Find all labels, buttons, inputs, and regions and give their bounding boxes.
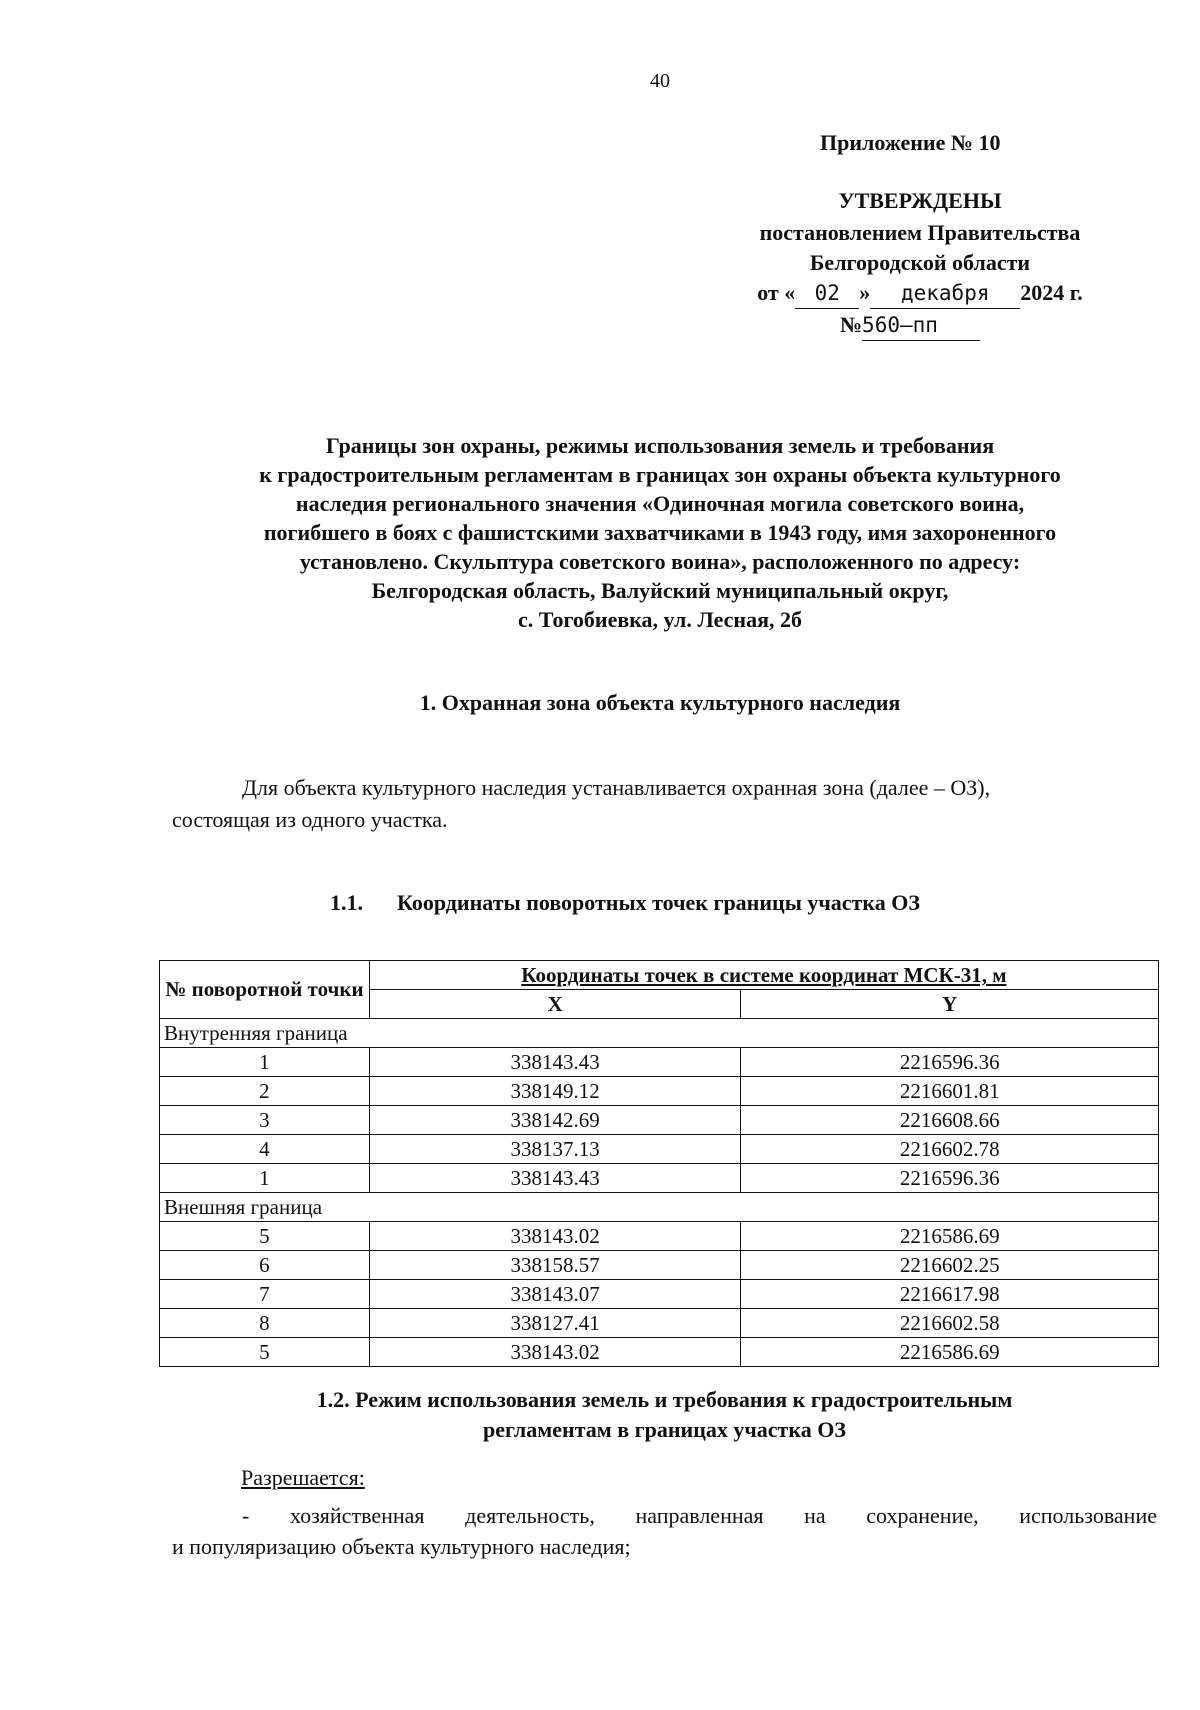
cell-x: 338127.41 bbox=[369, 1309, 741, 1338]
section1-heading: 1. Охранная зона объекта культурного наследия bbox=[419, 690, 901, 715]
cell-x: 338143.02 bbox=[369, 1222, 741, 1251]
title-line: Границы зон охраны, режимы использования земель и требования bbox=[325, 433, 995, 458]
appendix-label: Приложение № 10 bbox=[820, 130, 1001, 155]
table-row bbox=[160, 1164, 1159, 1193]
table-row bbox=[160, 1106, 1159, 1135]
table-row bbox=[160, 1135, 1159, 1164]
col-y-header: Y bbox=[741, 990, 1159, 1019]
cell-point: 3 bbox=[160, 1106, 370, 1135]
table-row bbox=[160, 1251, 1159, 1280]
date-day: 02 bbox=[814, 281, 840, 305]
table-row bbox=[160, 1222, 1159, 1251]
col-point-header: № поворотной точки bbox=[160, 961, 370, 1019]
page-number: 40 bbox=[650, 70, 670, 92]
section1-para-line2: состоящая из одного участка. bbox=[172, 807, 448, 832]
cell-point: 7 bbox=[160, 1280, 370, 1309]
cell-y: 2216602.25 bbox=[741, 1251, 1159, 1280]
table-row bbox=[160, 1338, 1159, 1367]
section11-number: 1.1. bbox=[330, 890, 363, 915]
cell-point: 6 bbox=[160, 1251, 370, 1280]
approval-number bbox=[690, 310, 1130, 341]
col-coords-header: Координаты точек в системе координат МСК-31, м bbox=[369, 961, 1158, 990]
cell-y: 2216601.81 bbox=[741, 1077, 1159, 1106]
section12-heading-line2: регламентам в границах участка ОЗ bbox=[483, 1417, 846, 1442]
table-row bbox=[160, 1280, 1159, 1309]
number-prefix: № bbox=[839, 312, 863, 337]
cell-y: 2216586.69 bbox=[741, 1338, 1159, 1367]
cell-point: 5 bbox=[160, 1222, 370, 1251]
section11-title: Координаты поворотных точек границы участка ОЗ bbox=[397, 890, 920, 915]
cell-y: 2216586.69 bbox=[741, 1222, 1159, 1251]
table-row bbox=[160, 1309, 1159, 1338]
date-mid: » bbox=[859, 280, 871, 305]
cell-point: 4 bbox=[160, 1135, 370, 1164]
cell-y: 2216596.36 bbox=[741, 1164, 1159, 1193]
approved-heading: УТВЕРЖДЕНЫ bbox=[838, 188, 1002, 213]
cell-y: 2216602.78 bbox=[741, 1135, 1159, 1164]
cell-point: 2 bbox=[160, 1077, 370, 1106]
cell-y: 2216602.58 bbox=[741, 1309, 1159, 1338]
cell-point: 8 bbox=[160, 1309, 370, 1338]
group-row-outer: Внешняя граница bbox=[160, 1193, 1159, 1222]
cell-y: 2216608.66 bbox=[741, 1106, 1159, 1135]
approval-date bbox=[700, 278, 1140, 309]
section12-heading-line1: 1.2. Режим использования земель и требования к градостроительным bbox=[316, 1387, 1013, 1412]
bullet-line2: и популяризацию объекта культурного наследия; bbox=[172, 1534, 631, 1559]
allowed-bullet bbox=[172, 1500, 1157, 1562]
bullet-line1: - хозяйственная деятельность, направленная на сохранение, использование bbox=[242, 1503, 1157, 1528]
number-value: 560–пп bbox=[862, 313, 938, 337]
cell-x: 338137.13 bbox=[369, 1135, 741, 1164]
cell-x: 338143.07 bbox=[369, 1280, 741, 1309]
title-line: с. Тогобиевка, ул. Лесная, 2б bbox=[518, 607, 802, 632]
title-line: Белгородская область, Валуйский муниципальный округ, bbox=[371, 578, 949, 603]
title-line: наследия регионального значения «Одиночная могила советского воина, bbox=[295, 491, 1025, 516]
cell-x: 338143.43 bbox=[369, 1164, 741, 1193]
approval-line2: Белгородской области bbox=[809, 250, 1031, 275]
section1-para-line1: Для объекта культурного наследия устанавливается охранная зона (далее – ОЗ), bbox=[242, 775, 991, 800]
title-line: к градостроительным регламентам в границах зон охраны объекта культурного bbox=[259, 462, 1061, 487]
cell-y: 2216617.98 bbox=[741, 1280, 1159, 1309]
table-row bbox=[160, 1048, 1159, 1077]
section12-heading bbox=[172, 1385, 1157, 1445]
group-row-inner: Внутренняя граница bbox=[160, 1019, 1159, 1048]
date-year: 2024 г. bbox=[1020, 280, 1083, 305]
cell-point: 1 bbox=[160, 1164, 370, 1193]
cell-x: 338142.69 bbox=[369, 1106, 741, 1135]
approval-line1: постановлением Правительства bbox=[759, 220, 1081, 245]
allowed-label: Разрешается: bbox=[241, 1465, 365, 1490]
cell-x: 338149.12 bbox=[369, 1077, 741, 1106]
cell-x: 338143.43 bbox=[369, 1048, 741, 1077]
section11-heading bbox=[330, 890, 920, 916]
cell-x: 338143.02 bbox=[369, 1338, 741, 1367]
cell-point: 5 bbox=[160, 1338, 370, 1367]
document-title bbox=[160, 431, 1160, 634]
col-x-header: X bbox=[369, 990, 741, 1019]
cell-y: 2216596.36 bbox=[741, 1048, 1159, 1077]
date-prefix: от « bbox=[757, 280, 796, 305]
date-month: декабря bbox=[900, 281, 990, 305]
coordinates-table bbox=[159, 960, 1159, 1367]
title-line: погибшего в боях с фашистскими захватчиками в 1943 году, имя захороненного bbox=[263, 520, 1057, 545]
table-row bbox=[160, 1077, 1159, 1106]
cell-x: 338158.57 bbox=[369, 1251, 741, 1280]
cell-point: 1 bbox=[160, 1048, 370, 1077]
title-line: установлено. Скульптура советского воина», расположенного по адресу: bbox=[299, 549, 1021, 574]
